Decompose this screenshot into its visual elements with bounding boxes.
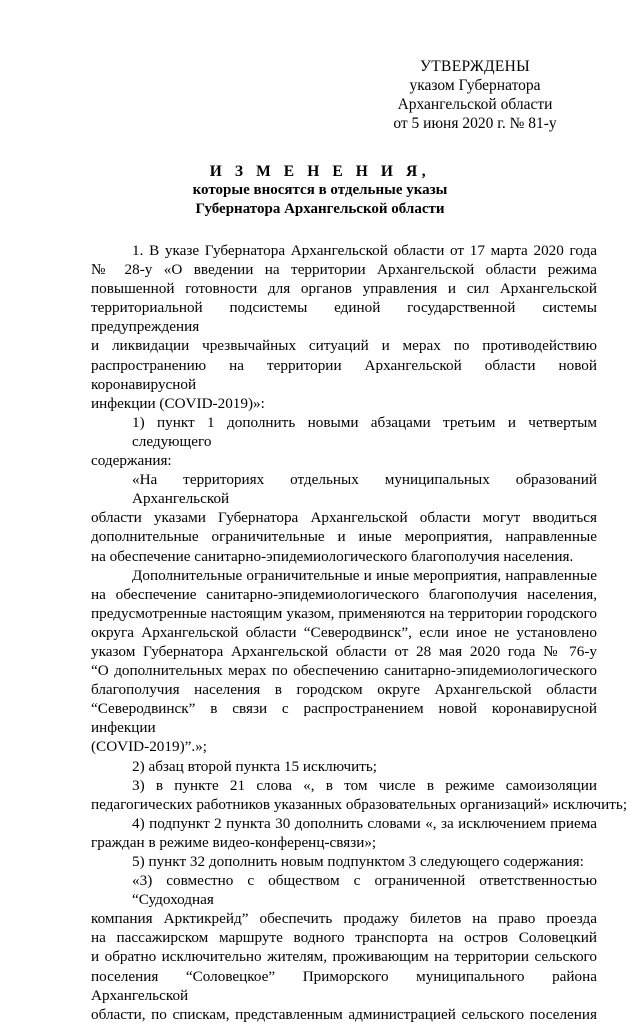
- text-line: указом Губернатора Архангельской области от 28 мая 2020 года № 76-у: [91, 642, 597, 660]
- text-line: дополнительные ограничительные и иные мероприятия, направленные: [91, 528, 597, 546]
- document-body: [91, 241, 628, 1024]
- text-line: и обратно исключительно жителям, проживающим на территории сельского: [91, 948, 597, 966]
- document-title: [0, 162, 640, 219]
- text-line: территориальной подсистемы единой государственной системы предупреждения: [91, 299, 597, 336]
- text-line: распространению на территории Архангельской области новой коронавирусной: [91, 356, 597, 393]
- text-line: граждан в режиме видео-конференц-связи»;: [91, 833, 377, 851]
- text-line: области, по спискам, представленным администрацией сельского поселения: [91, 1005, 597, 1023]
- text-line: компания Арктикрейд” обеспечить продажу билетов на право проезда: [91, 910, 597, 928]
- text-line: “О дополнительных мерах по обеспечению санитарно-эпидемиологического: [91, 662, 597, 680]
- text-line: “Северодвинск” в связи с распространением новой коронавирусной инфекции: [91, 700, 597, 737]
- text-line: области указами Губернатора Архангельской области могут вводиться: [91, 509, 597, 527]
- text-line: округа Архангельской области “Северодвинск”, если иное не установлено: [91, 623, 597, 641]
- text-line: поселения “Соловецкое” Приморского муниципального района Архангельской: [91, 967, 597, 1004]
- text-line: и ликвидации чрезвычайных ситуаций и мерах по противодействию: [91, 337, 597, 355]
- title-line: которые вносятся в отдельные указы: [192, 182, 448, 198]
- approval-heading: УТВЕРЖДЕНЫ: [420, 58, 530, 75]
- text-line: Дополнительные ограничительные и иные мероприятия, направленные: [132, 566, 597, 584]
- text-line: 4) подпункт 2 пункта 30 дополнить словами «, за исключением приема: [132, 814, 597, 832]
- approval-line: Архангельской области: [397, 96, 553, 113]
- text-line: содержания:: [91, 452, 172, 470]
- text-line: предусмотренные настоящим указом, применяются на территории городского: [91, 604, 597, 622]
- text-line: повышенной готовности для органов управления и сил Архангельской: [91, 280, 597, 298]
- text-line: инфекции (COVID-2019)»:: [91, 394, 265, 412]
- text-line: на обеспечение санитарно-эпидемиологического благополучия населения,: [91, 585, 597, 603]
- text-line: 1) пункт 1 дополнить новыми абзацами третьим и четвертым следующего: [132, 413, 597, 450]
- text-line: 3) в пункте 21 слова «, в том числе в режиме самоизоляции: [132, 776, 597, 794]
- text-line: на обеспечение санитарно-эпидемиологического благополучия населения.: [91, 547, 574, 565]
- text-line: «3) совместно с обществом с ограниченной ответственностью “Судоходная: [132, 872, 597, 909]
- title-line: Губернатора Архангельской области: [195, 201, 445, 217]
- approval-date-line: от 5 июня 2020 г. № 81-у: [393, 115, 557, 132]
- approval-line: указом Губернатора: [409, 77, 541, 94]
- text-line: 2) абзац второй пункта 15 исключить;: [132, 757, 378, 775]
- text-line: благополучия населения в городском округе Архангельской области: [91, 681, 597, 699]
- text-line: на пассажирском маршруте водного транспорта на остров Соловецкий: [91, 929, 597, 947]
- text-line: 1. В указе Губернатора Архангельской области от 17 марта 2020 года: [132, 242, 597, 259]
- text-line: (COVID-2019)”.»;: [91, 738, 207, 756]
- text-line: 5) пункт 32 дополнить новым подпунктом 3 следующего содержания:: [132, 853, 584, 870]
- text-line: № 28-у «О введении на территории Архангельской области режима: [91, 261, 597, 279]
- approval-stamp: [360, 57, 590, 133]
- text-line: педагогических работников указанных образовательных организаций» исключить;: [91, 795, 628, 813]
- title-word: И З М Е Н Е Н И Я,: [209, 163, 431, 180]
- text-line: «На территориях отдельных муниципальных образований Архангельской: [132, 471, 597, 508]
